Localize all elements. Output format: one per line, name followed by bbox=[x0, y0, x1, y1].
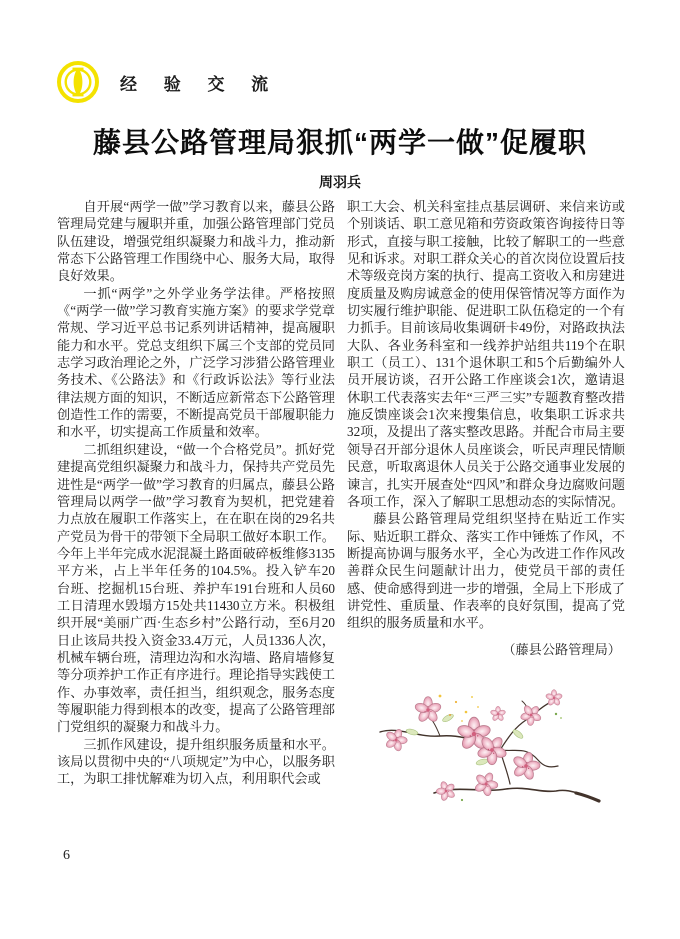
article-signature: （藤县公路管理局） bbox=[502, 641, 621, 657]
body-paragraph: 二抓组织建设，“做一个合格党员”。抓好党建提高党组织凝聚力和战斗力，保持共产党员先进性是“两学一做”学习教育的归属点，藤县公路管理局以两学一做”学习教育为契机，把党建着力点放在履职工作落实上，在在职在岗的29名共产党员为骨干的带领下全局职工做好本职工作。今年上半年完成水泥混凝土路面破碎板维修3135平方米，占上半年任务的104.5%。投入铲车20台班、挖掘机15台班、养护车191台班和人员60 工日清理水毁塌方15处共11430立方米。积极组织开展“美丽广西·生态乡村”公路行动，至6月20日止该局共投入资金33.4万元，人员1336人次，机械车辆台班，清理边沟和水沟墙、路肩墙修复等分项养护工作正有序进行。理论指导实践使工作、办事效率，责任担当，组织观念，服务态度等履职能力得到根本的改变，提高了公路管理部门党组织的凝聚力和战斗力。 bbox=[57, 441, 335, 735]
section-header bbox=[56, 60, 279, 104]
body-paragraph: 三抓作风建设，提升组织服务质量和水平。该局以贯彻中央的“八项规定”为中心，以服务职工，为职工排忧解难为切入点，利用职代会或 bbox=[57, 736, 335, 787]
right-column bbox=[347, 198, 625, 658]
article-title: 藤县公路管理局狠抓“两学一做”促履职 bbox=[92, 127, 587, 158]
article-author: 周羽兵 bbox=[319, 176, 361, 191]
page-number: 6 bbox=[63, 848, 70, 863]
section-label: 经 验 交 流 bbox=[120, 74, 280, 94]
body-paragraph: 职工大会、机关科室挂点基层调研、来信来访或个别谈话、职工意见箱和劳资政策咨询接待日等形式，直接与职工接触，比较了解职工的一些意见和诉求。对职工群众关心的首次岗位设置后技术等级竞岗方案的执行、提高工资收入和房建进度质量及购房诚意金的使用保管情况等方面作为切实履行维护职能、促进职工队伍稳定的一个有力抓手。目前该局收集调研卡49份，对路政执法大队、各业务科室和一线养护站组共119个在职职工（员工）、131个退休职工和5个后勤编外人员开展访谈，召开公路工作座谈会1次，邀请退休职工代表落实去年“三严三实”专题教育整改措施反馈座谈会1次来搜集信息，收集职工诉求共32项，及提出了落实整改思路。并配合市局主要领导召开部分退休人员座谈会，听民声理民情顺民意，听取离退休人员关于公路交通事业发展的谏言，扎实开展查处“四风”和群众身边腐败问题各项工作，深入了解职工思想动态的实际情况。 bbox=[347, 199, 625, 509]
left-column bbox=[57, 198, 335, 788]
body-paragraph: 一抓“两学”之外学业务学法律。严格按照《“两学一做”学习教育实施方案》的要求学党章常规、学习近平总书记系列讲话精神，提高履职能力和水平。党总支组织下属三个支部的党员同志学习政治理论之外，广泛学习涉猎公路管理业务技术、《公路法》和《行政诉讼法》等行业法律法规方面的知识，不断适应新常态下公路管理创造性工作的需要，不断提高党员干部履职能力和水平，切实提高工作质量和效率。 bbox=[57, 285, 335, 440]
body-paragraph: 藤县公路管理局党组织坚持在贴近工作实际、贴近职工群众、落实工作中锤炼了作风，不断提高协调与服务水平，全心为改进工作作风改善群众民生问题献计出力，使党员干部的责任感、使命感得到进一步的增强，全局上下形成了讲党性、重质量、作表率的良好氛围，提高了党组织的服务质量和水平。 bbox=[347, 511, 625, 631]
plum-blossom-illustration bbox=[378, 688, 640, 866]
body-paragraph: 自开展“两学一做”学习教育以来，藤县公路管理局党建与履职并重，加强公路管理部门党员队伍建设，增强党组织凝聚力和战斗力，推动新常态下公路管理工作围绕中心、服务大局，取得良好效果。 bbox=[57, 199, 335, 284]
trade-union-logo-icon bbox=[56, 60, 100, 104]
